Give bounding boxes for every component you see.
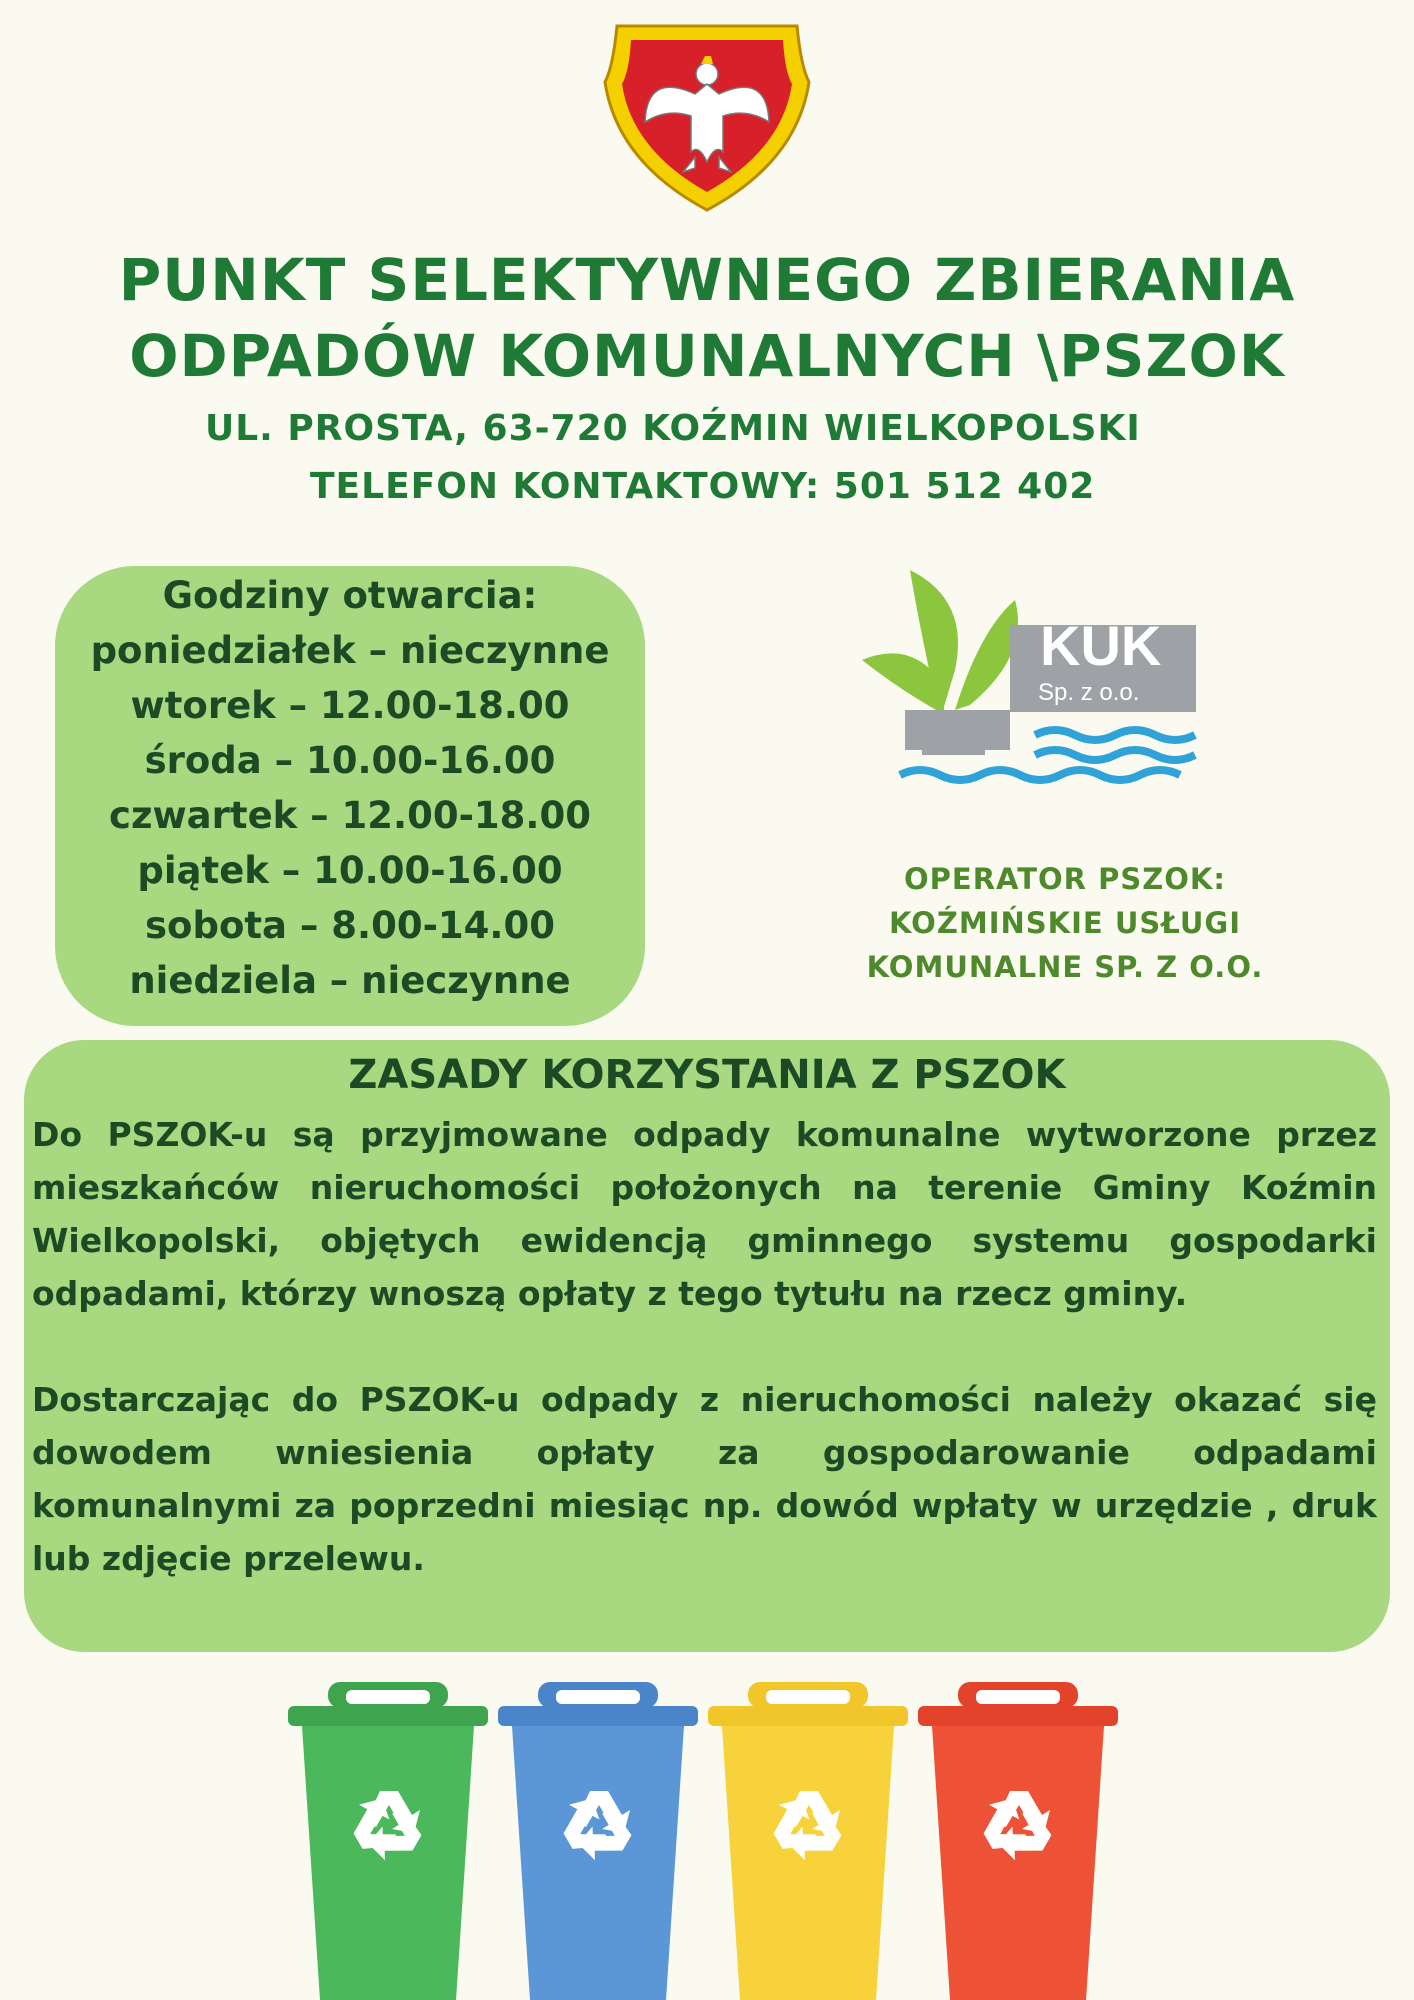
rules-paragraph-1: Do PSZOK-u są przyjmowane odpady komunalne wytworzone przez mieszkańców nieruchomości położonych na terenie Gminy Koźmin Wielkopolski, objętych ewidencją gminnego systemu gospodarki odpadami, którzy wnoszą opłaty z tego tytułu na rzecz gminy. <box>32 1115 1377 1313</box>
leaves-icon <box>862 570 1018 720</box>
opening-hours-heading: Godziny otwarcia: <box>162 574 538 617</box>
hours-sunday: niedziela – nieczynne <box>129 959 571 1002</box>
hours-saturday: sobota – 8.00-14.00 <box>145 904 555 947</box>
rules-box <box>24 1040 1390 1652</box>
rules-paragraph-2: Dostarczając do PSZOK-u odpady z nieruchomości należy okazać się dowodem wniesienia opłaty za gospodarowanie odpadami komunalnymi za poprzedni miesiąc np. dowód wpłaty w urzędzie , druk lub zdjęcie przelewu. <box>32 1380 1377 1578</box>
recycling-bin-green <box>288 1680 488 2000</box>
opening-hours-box <box>55 566 645 1026</box>
hours-tuesday: wtorek – 12.00-18.00 <box>130 684 570 727</box>
page-title-line1: PUNKT SELEKTYWNEGO ZBIERANIA <box>118 246 1296 314</box>
recycling-bin-blue <box>498 1680 698 2000</box>
rules-title: ZASADY KORZYSTANIA Z PSZOK <box>348 1052 1066 1098</box>
address: UL. PROSTA, 63-720 KOŹMIN WIELKOPOLSKI <box>205 408 1141 449</box>
recycling-bin-yellow <box>708 1680 908 2000</box>
operator-line1: OPERATOR PSZOK: <box>904 862 1226 896</box>
kuk-logo-text: KUK <box>1040 614 1162 677</box>
kuk-logo <box>860 560 1210 800</box>
hours-friday: piątek – 10.00-16.00 <box>137 849 563 892</box>
operator-line3: KOMUNALNE SP. Z O.O. <box>866 950 1264 984</box>
hours-wednesday: środa – 10.00-16.00 <box>144 739 556 782</box>
operator-line2: KOŹMIŃSKIE USŁUGI <box>889 906 1241 940</box>
recycling-bin-red <box>918 1680 1118 2000</box>
kuk-logo-subtext: Sp. z o.o. <box>1038 679 1140 706</box>
hours-thursday: czwartek – 12.00-18.00 <box>109 794 591 837</box>
hours-monday: poniedziałek – nieczynne <box>90 629 610 672</box>
page-title-line2: ODPADÓW KOMUNALNYCH \PSZOK <box>129 322 1285 390</box>
coat-of-arms-logo <box>587 12 827 218</box>
contact-phone: TELEFON KONTAKTOWY: 501 512 402 <box>310 466 1096 507</box>
